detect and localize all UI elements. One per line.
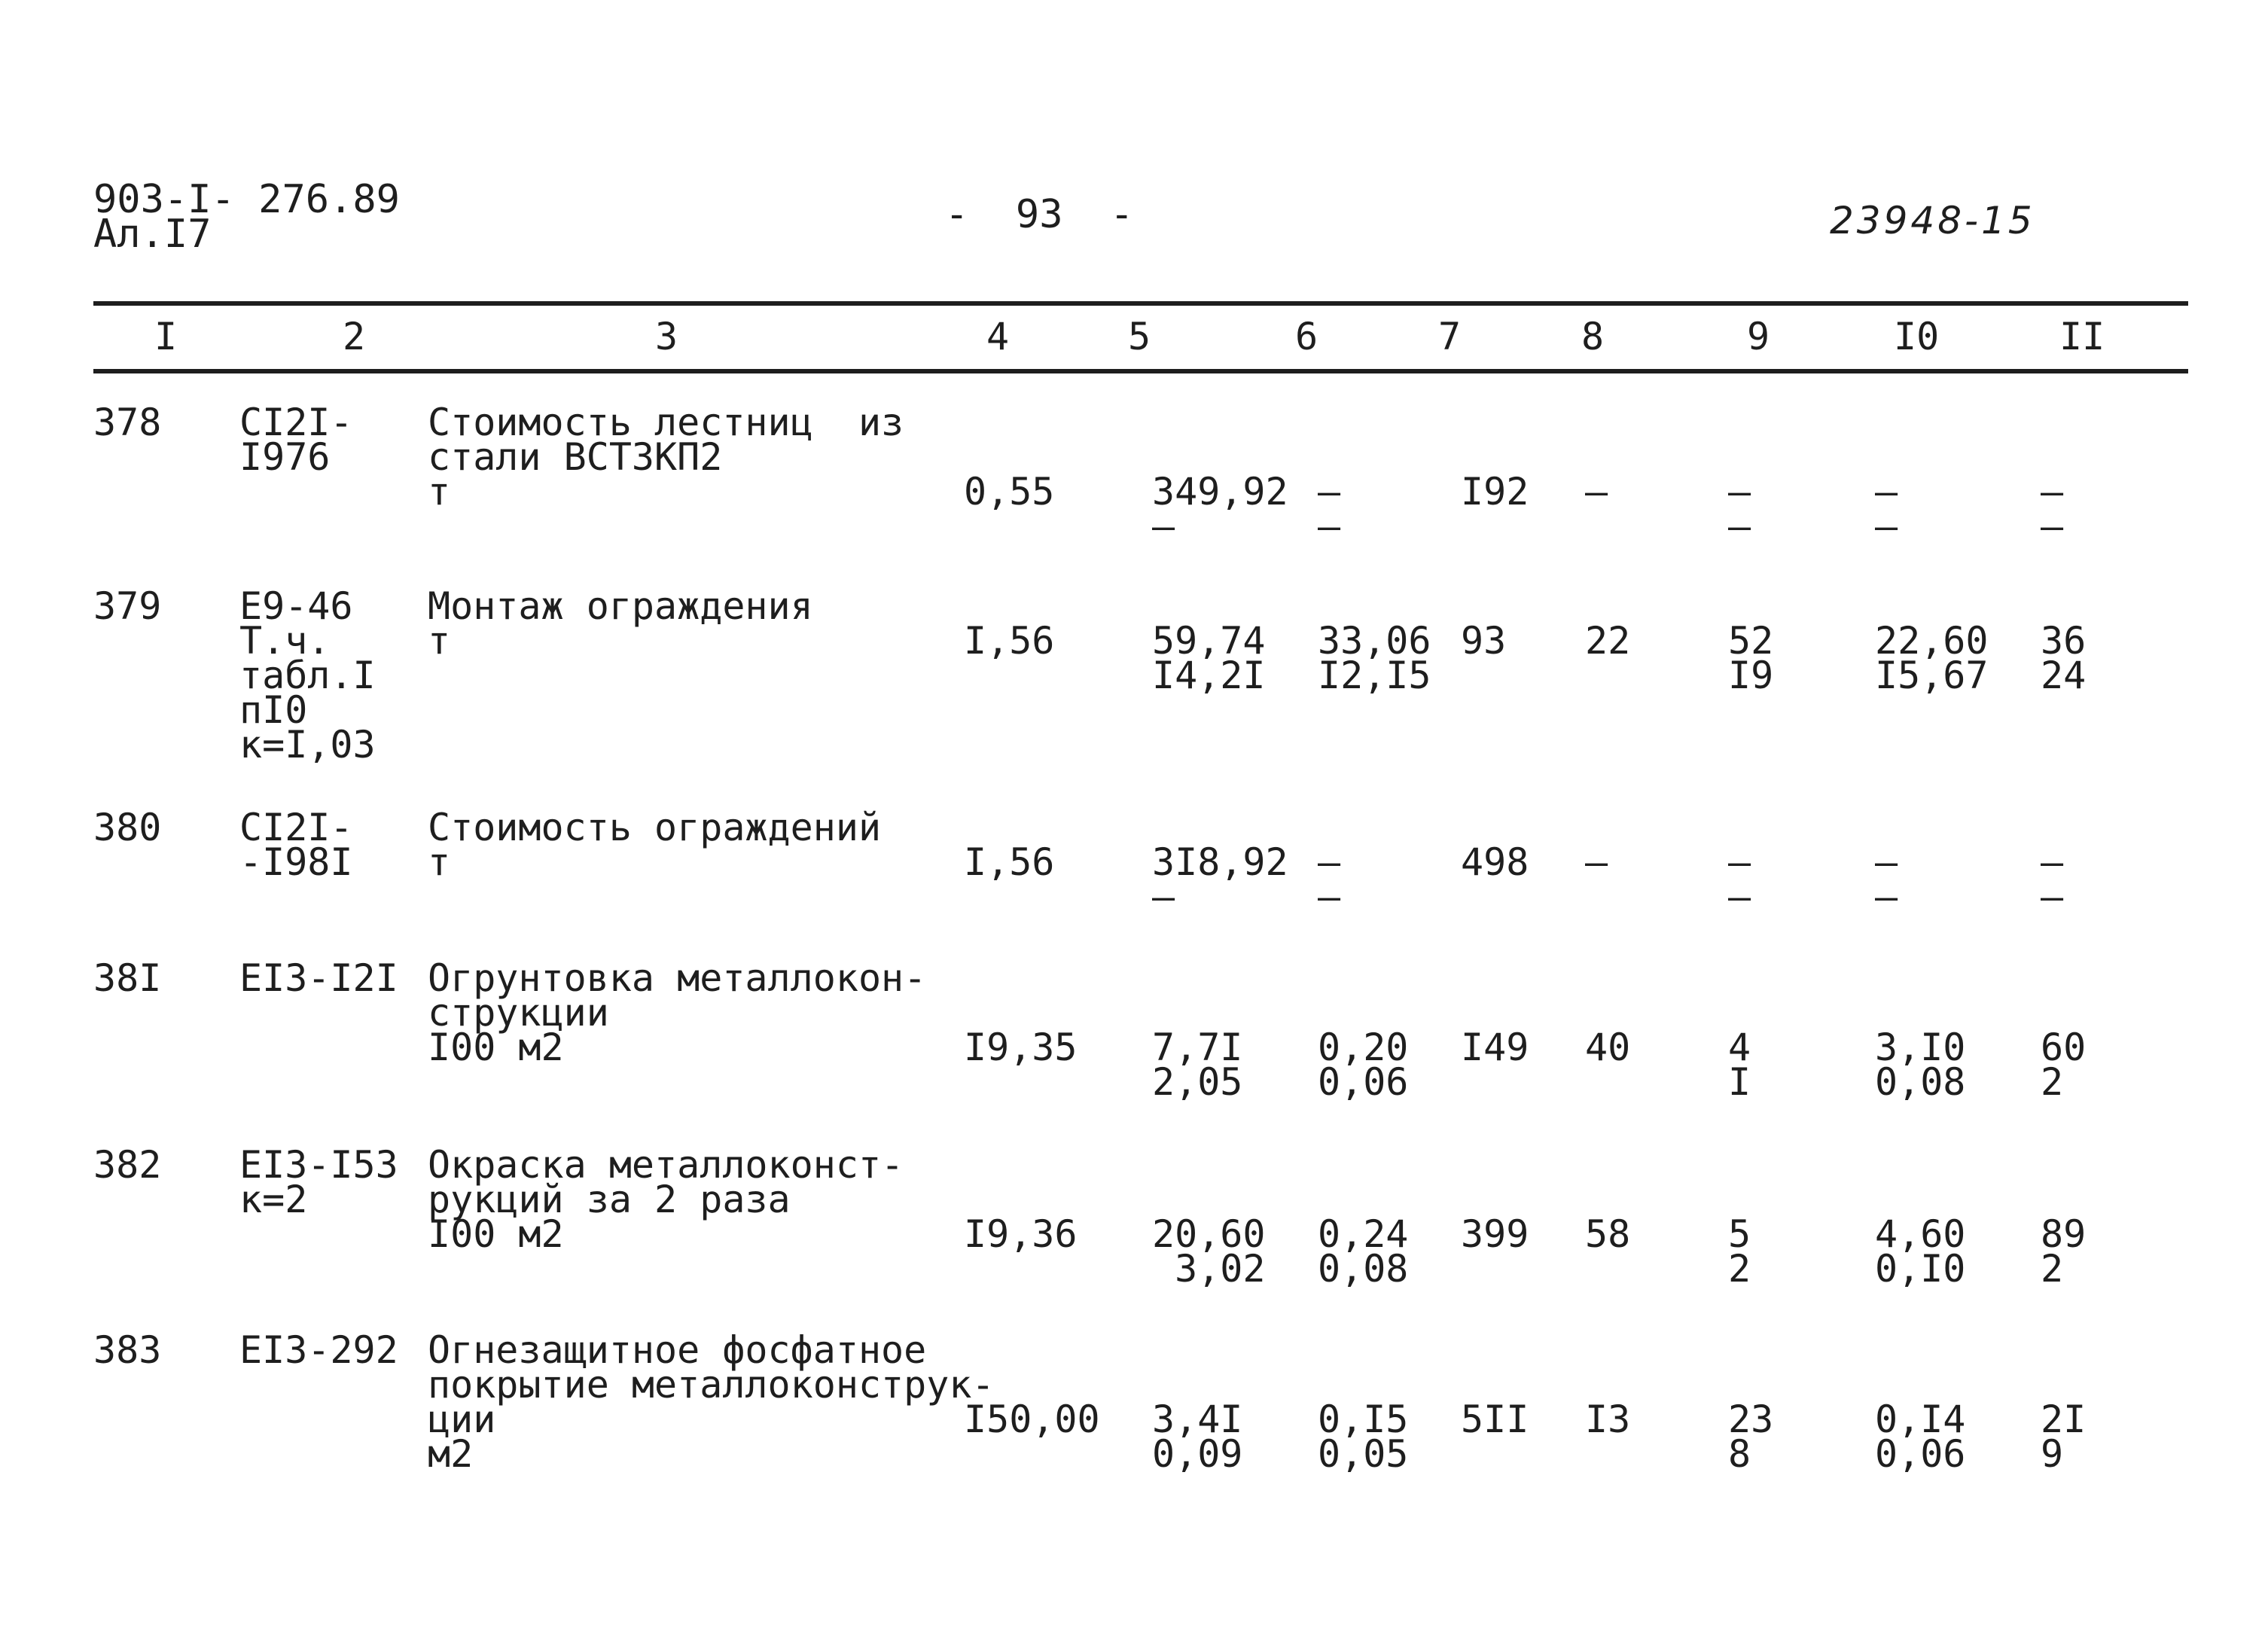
table-header-rule bbox=[93, 369, 2188, 373]
col-header-7: 7 bbox=[1438, 315, 1462, 358]
col11-sub: 24 bbox=[2041, 654, 2087, 697]
col10-sub: – bbox=[1875, 504, 1898, 548]
col11-value: – bbox=[2041, 840, 2064, 884]
doc-code: 903-I- 276.89 bbox=[93, 177, 400, 222]
col-header-8: 8 bbox=[1581, 315, 1605, 358]
col11-sub: – bbox=[2041, 875, 2064, 919]
col8-value: – bbox=[1585, 470, 1608, 514]
col6-value: 33,06 bbox=[1318, 619, 1431, 663]
quantity: I,56 bbox=[964, 840, 1055, 884]
col9-sub: – bbox=[1728, 875, 1751, 919]
col10-sub: 0,08 bbox=[1875, 1060, 1966, 1104]
col6-value: 0,I5 bbox=[1318, 1398, 1409, 1441]
col10-value: 0,I4 bbox=[1875, 1398, 1966, 1441]
unit: т bbox=[428, 470, 451, 514]
row-number: 382 bbox=[93, 1143, 162, 1187]
row-number: 383 bbox=[93, 1328, 162, 1372]
row-number: 380 bbox=[93, 806, 162, 849]
work-description: рукций за 2 раза bbox=[428, 1178, 791, 1221]
col6-sub: I2,I5 bbox=[1318, 654, 1431, 697]
work-description: Стоимость лестниц из bbox=[428, 401, 904, 444]
unit: т bbox=[428, 840, 451, 884]
row-number: 38I bbox=[93, 956, 162, 1000]
col-header-1: I bbox=[154, 315, 178, 358]
work-description: Стоимость ограждений bbox=[428, 806, 882, 849]
total-cost: I92 bbox=[1461, 470, 1529, 514]
col10-value: – bbox=[1875, 840, 1898, 884]
unit: I00 м2 bbox=[428, 1026, 564, 1069]
col9-value: – bbox=[1728, 840, 1751, 884]
unit-cost-sub: – bbox=[1152, 504, 1175, 548]
rate-code: I976 bbox=[239, 435, 331, 479]
col6-sub: 0,05 bbox=[1318, 1432, 1409, 1476]
col9-sub: 2 bbox=[1728, 1247, 1751, 1291]
col6-value: – bbox=[1318, 840, 1341, 884]
col-header-10: I0 bbox=[1894, 315, 1940, 358]
unit-cost: 3,4I bbox=[1152, 1398, 1243, 1441]
col-header-3: 3 bbox=[655, 315, 678, 358]
col10-sub: 0,06 bbox=[1875, 1432, 1966, 1476]
col6-sub: 0,06 bbox=[1318, 1060, 1409, 1104]
col8-value: 40 bbox=[1585, 1026, 1631, 1069]
col10-value: 22,60 bbox=[1875, 619, 1989, 663]
col11-value: 60 bbox=[2041, 1026, 2087, 1069]
col-header-9: 9 bbox=[1747, 315, 1770, 358]
col8-value: – bbox=[1585, 840, 1608, 884]
work-description: струкции bbox=[428, 991, 609, 1035]
col6-sub: – bbox=[1318, 875, 1341, 919]
col6-value: – bbox=[1318, 470, 1341, 514]
col10-value: 3,I0 bbox=[1875, 1026, 1966, 1069]
col10-sub: – bbox=[1875, 875, 1898, 919]
rate-code: к=2 bbox=[239, 1178, 308, 1221]
page-number: - 93 - bbox=[945, 192, 1134, 237]
unit-cost-sub: – bbox=[1152, 875, 1175, 919]
ref-number: 23948-15 bbox=[1830, 199, 2035, 242]
col6-value: 0,24 bbox=[1318, 1212, 1409, 1256]
rate-code: EI3-I2I bbox=[239, 956, 398, 1000]
col-header-11: II bbox=[2059, 315, 2105, 358]
col10-value: 4,60 bbox=[1875, 1212, 1966, 1256]
col6-value: 0,20 bbox=[1318, 1026, 1409, 1069]
total-cost: 498 bbox=[1461, 840, 1529, 884]
col-header-2: 2 bbox=[343, 315, 366, 358]
row-number: 378 bbox=[93, 401, 162, 444]
col11-sub: 2 bbox=[2041, 1247, 2064, 1291]
quantity: I9,36 bbox=[964, 1212, 1078, 1256]
unit-cost: 3I8,92 bbox=[1152, 840, 1288, 884]
col6-sub: – bbox=[1318, 504, 1341, 548]
col11-sub: – bbox=[2041, 504, 2064, 548]
unit-cost: 7,7I bbox=[1152, 1026, 1243, 1069]
col9-value: 4 bbox=[1728, 1026, 1751, 1069]
col11-sub: 9 bbox=[2041, 1432, 2064, 1476]
unit-cost-sub: 3,02 bbox=[1152, 1247, 1266, 1291]
rate-code: -I98I bbox=[239, 840, 353, 884]
col11-sub: 2 bbox=[2041, 1060, 2064, 1104]
work-description: Огрунтовка металлокон- bbox=[428, 956, 927, 1000]
col9-sub: 8 bbox=[1728, 1432, 1751, 1476]
rate-code: к=I,03 bbox=[239, 723, 376, 767]
col11-value: – bbox=[2041, 470, 2064, 514]
unit: м2 bbox=[428, 1432, 474, 1476]
col11-value: 89 bbox=[2041, 1212, 2087, 1256]
col8-value: I3 bbox=[1585, 1398, 1631, 1441]
rate-code: CI2I- bbox=[239, 806, 353, 849]
unit-cost-sub: I4,2I bbox=[1152, 654, 1266, 697]
col6-sub: 0,08 bbox=[1318, 1247, 1409, 1291]
col9-value: 23 bbox=[1728, 1398, 1774, 1441]
unit: I00 м2 bbox=[428, 1212, 564, 1256]
quantity: 0,55 bbox=[964, 470, 1055, 514]
col10-sub: 0,I0 bbox=[1875, 1247, 1966, 1291]
unit-cost-sub: 2,05 bbox=[1152, 1060, 1243, 1104]
col-header-4: 4 bbox=[986, 315, 1010, 358]
total-cost: 93 bbox=[1461, 619, 1507, 663]
unit-cost: 349,92 bbox=[1152, 470, 1288, 514]
work-description: стали ВСТЗКП2 bbox=[428, 435, 723, 479]
unit: т bbox=[428, 619, 451, 663]
col8-value: 58 bbox=[1585, 1212, 1631, 1256]
col9-value: 5 bbox=[1728, 1212, 1751, 1256]
col11-value: 2I bbox=[2041, 1398, 2087, 1441]
col10-value: – bbox=[1875, 470, 1898, 514]
work-description: Монтаж ограждения bbox=[428, 584, 813, 628]
rate-code: табл.I bbox=[239, 654, 376, 697]
unit-cost: 20,60 bbox=[1152, 1212, 1266, 1256]
quantity: I,56 bbox=[964, 619, 1055, 663]
rate-code: пI0 bbox=[239, 688, 308, 732]
total-cost: 5II bbox=[1461, 1398, 1529, 1441]
row-number: 379 bbox=[93, 584, 162, 628]
rate-code: CI2I- bbox=[239, 401, 353, 444]
col9-sub: I bbox=[1728, 1060, 1751, 1104]
unit-cost-sub: 0,09 bbox=[1152, 1432, 1243, 1476]
col11-value: 36 bbox=[2041, 619, 2087, 663]
col-header-5: 5 bbox=[1128, 315, 1151, 358]
table-top-rule bbox=[93, 301, 2188, 306]
rate-code: E9-46 bbox=[239, 584, 353, 628]
doc-album: Ал.I7 bbox=[93, 212, 212, 257]
work-description: покрытие металлоконструк- bbox=[428, 1363, 995, 1407]
rate-code: EI3-292 bbox=[239, 1328, 398, 1372]
col-header-6: 6 bbox=[1295, 315, 1318, 358]
col9-sub: – bbox=[1728, 504, 1751, 548]
total-cost: 399 bbox=[1461, 1212, 1529, 1256]
col9-value: 52 bbox=[1728, 619, 1774, 663]
col8-value: 22 bbox=[1585, 619, 1631, 663]
work-description: ции bbox=[428, 1398, 496, 1441]
quantity: I50,00 bbox=[964, 1398, 1100, 1441]
rate-code: T.ч. bbox=[239, 619, 331, 663]
col10-sub: I5,67 bbox=[1875, 654, 1989, 697]
work-description: Окраска металлоконст- bbox=[428, 1143, 904, 1187]
quantity: I9,35 bbox=[964, 1026, 1078, 1069]
work-description: Огнезащитное фосфатное bbox=[428, 1328, 927, 1372]
total-cost: I49 bbox=[1461, 1026, 1529, 1069]
col9-sub: I9 bbox=[1728, 654, 1774, 697]
col9-value: – bbox=[1728, 470, 1751, 514]
unit-cost: 59,74 bbox=[1152, 619, 1266, 663]
rate-code: EI3-I53 bbox=[239, 1143, 398, 1187]
